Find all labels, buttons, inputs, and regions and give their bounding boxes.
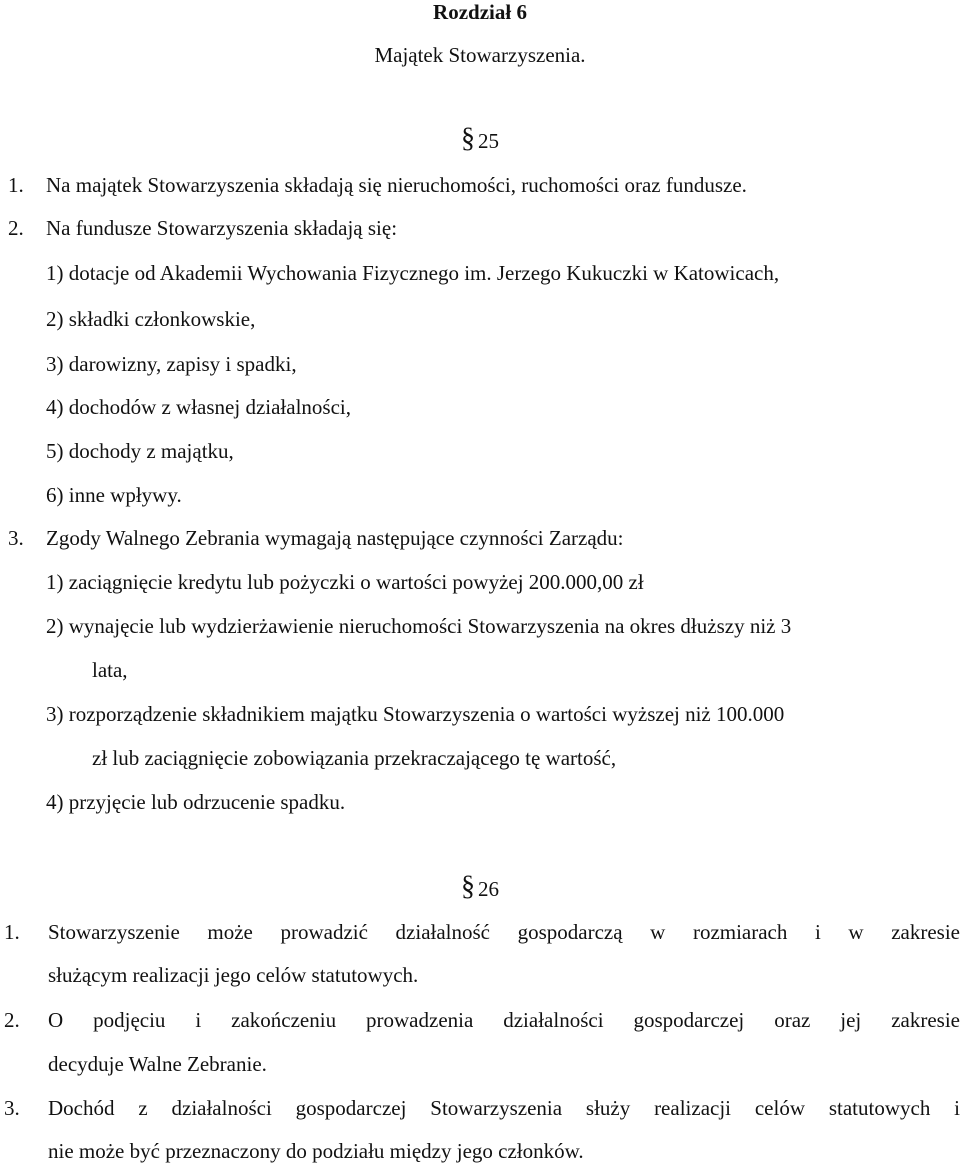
svg-text:§: §: [461, 871, 475, 901]
section-26-number: 26: [478, 877, 499, 901]
fund-item-2: 2) składki członkowskie,: [46, 307, 256, 331]
action-item-4: 4) przyjęcie lub odrzucenie spadku.: [46, 790, 346, 814]
action-item-2: 2) wynajęcie lub wydzierżawienie nieruchomości Stowarzyszenia na okres dłuższy niż 3: [46, 614, 792, 638]
action-item-3-continuation: zł lub zaciągnięcie zobowiązania przekraczającego tę wartość,: [92, 746, 617, 770]
item-number: 1.: [8, 173, 24, 197]
fund-item-1: 1) dotacje od Akademii Wychowania Fizycznego im. Jerzego Kukuczki w Katowicach,: [46, 261, 780, 285]
section-26-item-2-line-1: O podjęciu i zakończeniu prowadzenia działalności gospodarczej oraz jej zakresie: [48, 1008, 960, 1032]
action-item-2-continuation: lata,: [92, 658, 128, 682]
item-text: Na majątek Stowarzyszenia składają się nieruchomości, ruchomości oraz fundusze.: [46, 173, 747, 197]
section-sign-icon: [460, 123, 476, 153]
fund-item-4: 4) dochodów z własnej działalności,: [46, 395, 351, 419]
section-26-item-2-line-2: decyduje Walne Zebranie.: [48, 1052, 267, 1076]
item-number: 3.: [8, 526, 24, 550]
svg-text:§: §: [461, 123, 475, 153]
section-26-item-3-number: 3.: [4, 1096, 20, 1120]
section-25-number: 25: [478, 129, 499, 153]
item-number: 2.: [8, 216, 24, 240]
section-26-item-1-number: 1.: [4, 920, 20, 944]
section-26-item-2-number: 2.: [4, 1008, 20, 1032]
action-item-1: 1) zaciągnięcie kredytu lub pożyczki o wartości powyżej 200.000,00 zł: [46, 570, 644, 594]
item-text: Zgody Walnego Zebrania wymagają następujące czynności Zarządu:: [46, 526, 624, 550]
fund-item-6: 6) inne wpływy.: [46, 483, 182, 507]
section-26-item-1-line-1: Stowarzyszenie może prowadzić działalność gospodarczą w rozmiarach i w zakresie: [48, 920, 960, 944]
section-26-item-1-line-2: służącym realizacji jego celów statutowych.: [48, 963, 419, 987]
section-26-item-3-line-1: Dochód z działalności gospodarczej Stowarzyszenia służy realizacji celów statutowych i: [48, 1096, 960, 1120]
section-26-item-3-line-2: nie może być przeznaczony do podziału między jego członków.: [48, 1139, 584, 1163]
fund-item-5: 5) dochody z majątku,: [46, 439, 234, 463]
chapter-heading: Rozdział 6: [433, 0, 527, 24]
item-text: Na fundusze Stowarzyszenia składają się:: [46, 216, 398, 240]
section-sign-icon: [460, 871, 476, 901]
fund-item-3: 3) darowizny, zapisy i spadki,: [46, 352, 297, 376]
chapter-title: Majątek Stowarzyszenia.: [374, 43, 586, 67]
action-item-3: 3) rozporządzenie składnikiem majątku Stowarzyszenia o wartości wyższej niż 100.000: [46, 702, 785, 726]
